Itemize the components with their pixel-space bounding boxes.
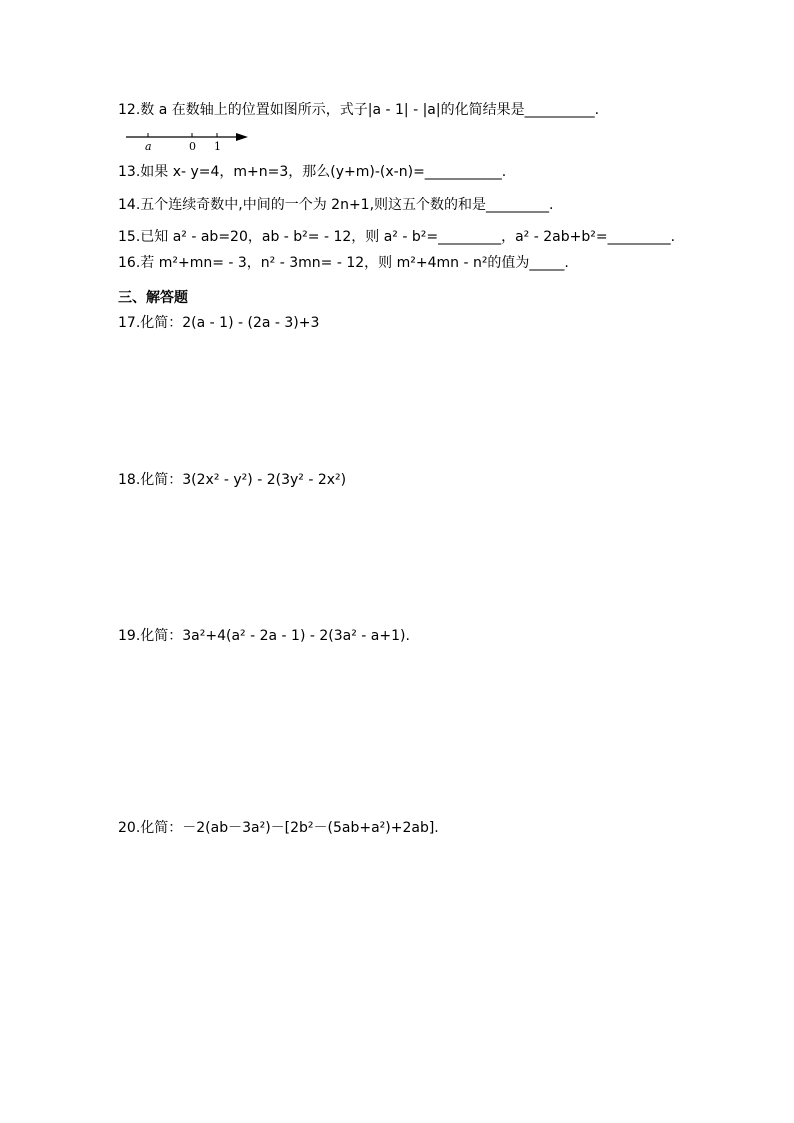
- section-heading: 三、解答题: [118, 290, 188, 306]
- label-1: 1: [214, 140, 221, 153]
- problem-18: 18.化简：3(2x² - y²) - 2(3y² - 2x²): [118, 472, 347, 488]
- label-0: 0: [189, 140, 196, 153]
- problem-20: 20.化简：－2(ab－3a²)－[2b²－(5ab+a²)+2ab].: [118, 820, 439, 836]
- question-16: 16.若 m²+mn= - 3，n² - 3mn= - 12，则 m²+4mn - n²的值为_____.: [118, 255, 569, 271]
- problem-19: 19.化简：3a²+4(a² - 2a - 1) - 2(3a² - a+1).: [118, 628, 410, 644]
- number-line-figure: [124, 130, 254, 154]
- question-14: 14.五个连续奇数中,中间的一个为 2n+1,则这五个数的和是_________.: [118, 197, 554, 213]
- question-15: 15.已知 a² - ab=20，ab - b²= - 12，则 a² - b²=_________，a² - 2ab+b²=_________.: [118, 229, 676, 245]
- problem-17: 17.化简：2(a - 1) - (2a - 3)+3: [118, 315, 320, 331]
- label-a: a: [145, 140, 152, 153]
- question-13: 13.如果 x- y=4，m+n=3，那么(y+m)-(x-n)=___________.: [118, 164, 507, 180]
- question-12: 12.数 a 在数轴上的位置如图所示，式子|a - 1| - |a|的化简结果是__________.: [118, 102, 600, 118]
- number-line-arrow: [236, 133, 248, 141]
